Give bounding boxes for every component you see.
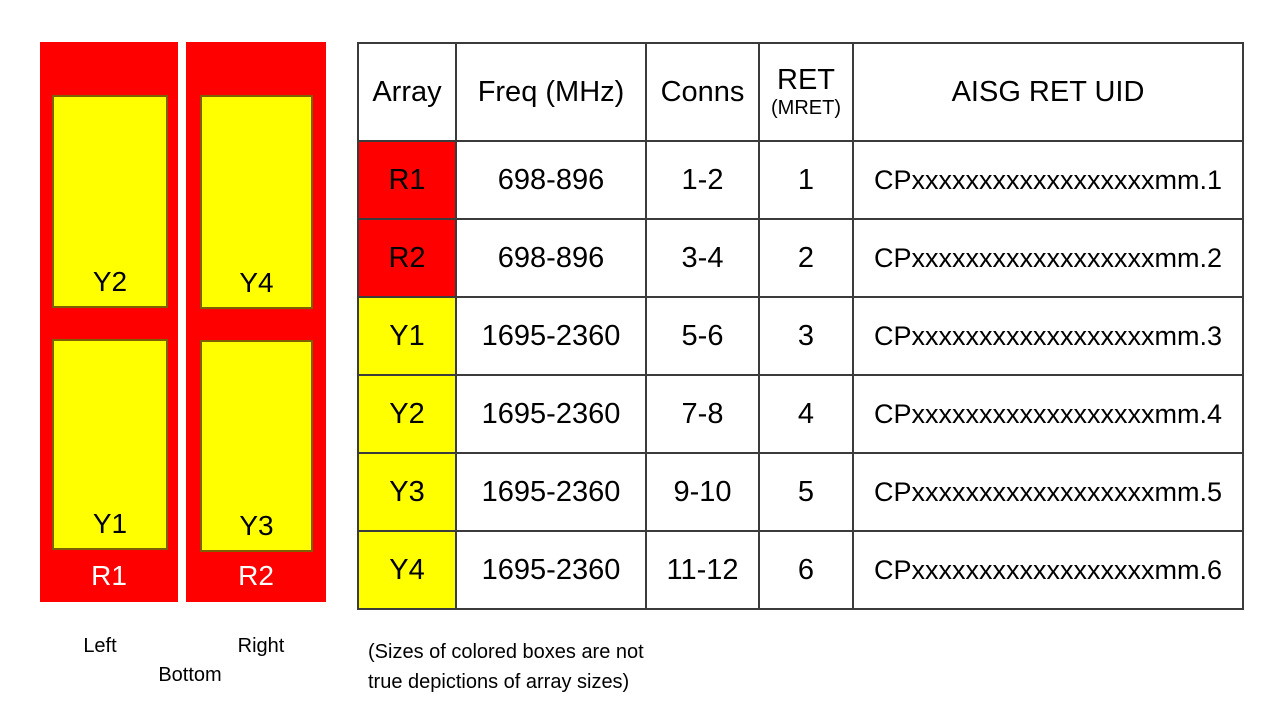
cell-uid: CPxxxxxxxxxxxxxxxxxxmm.1 [853, 141, 1243, 219]
cell-freq: 1695-2360 [456, 375, 646, 453]
position-label-right: Right [237, 635, 285, 657]
table-row [358, 375, 1243, 453]
cell-array: Y4 [358, 531, 456, 609]
cell-array: Y1 [358, 297, 456, 375]
table-row [358, 531, 1243, 609]
size-disclaimer-caption [368, 637, 644, 697]
array-box-y3 [200, 340, 313, 552]
cell-freq: 1695-2360 [456, 453, 646, 531]
array-label-y1: Y1 [92, 508, 128, 539]
cell-freq: 1695-2360 [456, 531, 646, 609]
cell-uid: CPxxxxxxxxxxxxxxxxxxmm.5 [853, 453, 1243, 531]
cell-uid: CPxxxxxxxxxxxxxxxxxxmm.3 [853, 297, 1243, 375]
radio-label-r1: R1 [91, 560, 127, 591]
cell-freq: 698-896 [456, 141, 646, 219]
array-label-y3: Y3 [239, 510, 274, 541]
cell-freq: 1695-2360 [456, 297, 646, 375]
cell-ret: 3 [759, 297, 853, 375]
cell-conns: 3-4 [646, 219, 759, 297]
cell-uid: CPxxxxxxxxxxxxxxxxxxmm.6 [853, 531, 1243, 609]
cell-conns: 9-10 [646, 453, 759, 531]
cell-ret: 4 [759, 375, 853, 453]
caption-line-1: (Sizes of colored boxes are not [368, 641, 644, 663]
cell-array: Y2 [358, 375, 456, 453]
col-header-conns: Conns [646, 43, 759, 141]
cell-uid: CPxxxxxxxxxxxxxxxxxxmm.2 [853, 219, 1243, 297]
cell-ret: 6 [759, 531, 853, 609]
cell-ret: 5 [759, 453, 853, 531]
array-label-y4: Y4 [239, 267, 274, 298]
table-row [358, 141, 1243, 219]
col-header-ret [759, 43, 853, 141]
cell-ret: 2 [759, 219, 853, 297]
cell-conns: 5-6 [646, 297, 759, 375]
col-header-array: Array [358, 43, 456, 141]
radio-label-r2: R2 [238, 560, 274, 591]
position-label-bottom: Bottom [158, 664, 222, 686]
table-row [358, 297, 1243, 375]
array-box-y2 [52, 95, 168, 308]
caption-line-2: true depictions of array sizes) [368, 671, 630, 693]
array-box-y1 [52, 339, 168, 550]
ret-header-line2: (MRET) [771, 96, 841, 119]
cell-freq: 698-896 [456, 219, 646, 297]
cell-conns: 7-8 [646, 375, 759, 453]
table-row [358, 453, 1243, 531]
table-header-row [358, 43, 1243, 141]
table-row [358, 219, 1243, 297]
array-label-y2: Y2 [92, 266, 128, 297]
radio-column-r2 [186, 42, 326, 602]
ret-header-line1: RET [777, 64, 835, 97]
ret-table [357, 42, 1244, 610]
col-header-uid: AISG RET UID [853, 43, 1243, 141]
position-label-left: Left [83, 635, 117, 657]
cell-array: Y3 [358, 453, 456, 531]
cell-conns: 11-12 [646, 531, 759, 609]
cell-ret: 1 [759, 141, 853, 219]
cell-uid: CPxxxxxxxxxxxxxxxxxxmm.4 [853, 375, 1243, 453]
radio-column-r1 [40, 42, 178, 602]
cell-array: R2 [358, 219, 456, 297]
cell-conns: 1-2 [646, 141, 759, 219]
array-box-y4 [200, 95, 313, 309]
cell-array: R1 [358, 141, 456, 219]
col-header-freq: Freq (MHz) [456, 43, 646, 141]
